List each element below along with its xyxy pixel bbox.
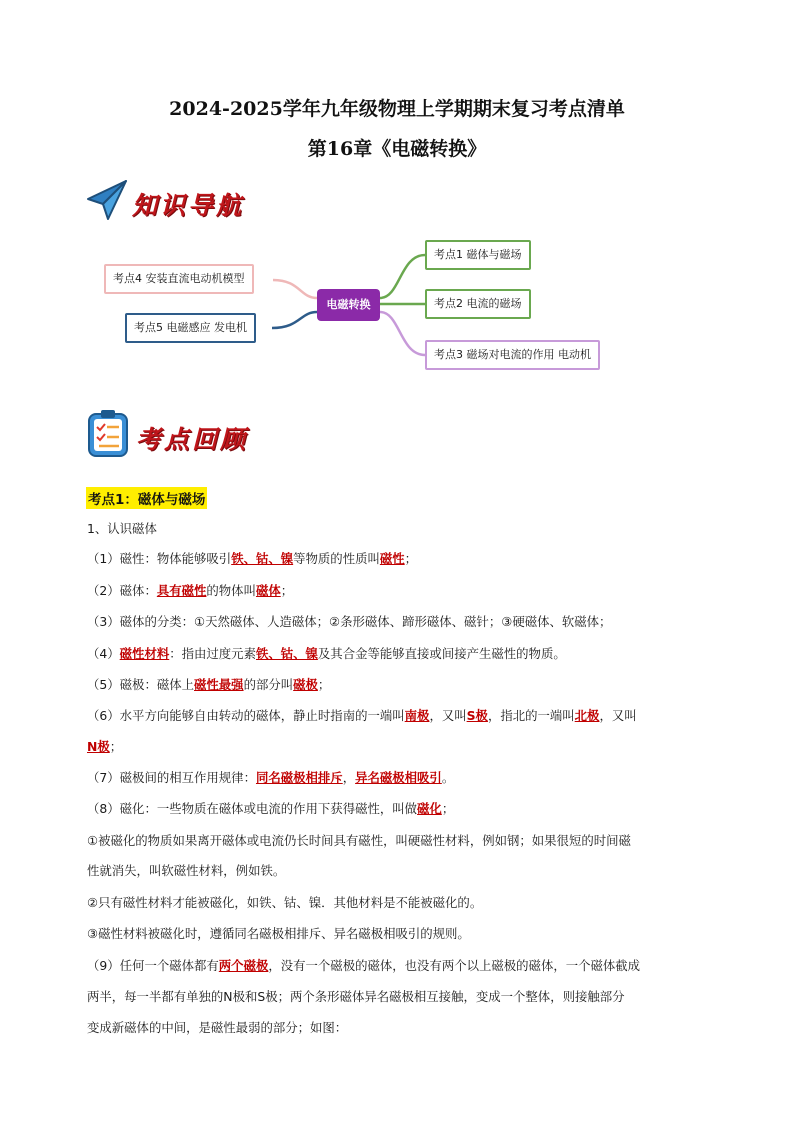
knowledge-navigation-heading: 知识导航 <box>132 191 245 220</box>
line-text: ； <box>441 801 455 816</box>
line-text: （5）磁极：磁体上 <box>87 677 195 692</box>
section-1-line <box>87 738 712 756</box>
line-text: （2）磁体： <box>87 583 157 598</box>
mindmap-node-3: 考点3 磁场对电流的作用 电动机 <box>425 340 600 370</box>
line-text: 变成新磁体的中间，是磁性最弱的部分；如图： <box>87 1020 348 1035</box>
line-text: ，指北的一端叫 <box>487 708 575 723</box>
answer-keyword: 磁性最强 <box>194 677 244 692</box>
answer-keyword: 磁性材料 <box>119 646 170 661</box>
line-text: 及其合金等能够直接或间接产生磁性的物质。 <box>317 646 566 661</box>
line-text: （8）磁化：一些物质在磁体或电流的作用下获得磁性，叫做 <box>87 801 418 816</box>
answer-keyword: 磁体 <box>255 583 281 598</box>
mindmap-node-1: 考点1 磁体与磁场 <box>425 240 531 270</box>
line-text: （4） <box>87 646 120 661</box>
answer-keyword: 具有磁性 <box>156 583 207 598</box>
line-text: （9）任何一个磁体都有 <box>87 958 219 973</box>
line-text: 1、认识磁体 <box>87 521 157 536</box>
answer-keyword: 南极 <box>404 708 430 723</box>
section-1-line <box>87 520 712 538</box>
answer-keyword: 两个磁极 <box>218 958 269 973</box>
line-text: 两半，每一半都有单独的N极和S极；两个条形磁体异名磁极相互接触，变成一个整体，则接触部分 <box>87 989 625 1004</box>
connector-1 <box>380 255 425 298</box>
mindmap-node-5: 考点5 电磁感应 发电机 <box>125 313 256 343</box>
line-text: ，没有一个磁极的磁体，也没有两个以上磁极的磁体，一个磁体截成 <box>268 958 641 973</box>
section-1-line <box>87 676 712 694</box>
line-text: （7）磁极间的相互作用规律： <box>87 770 256 785</box>
line-text: ； <box>404 551 418 566</box>
line-text: ：指由过度元素 <box>169 646 256 661</box>
line-text: 的物体叫 <box>206 583 256 598</box>
mindmap-center: 电磁转换 <box>317 289 380 321</box>
answer-keyword: 铁、钴、镍 <box>255 646 318 661</box>
section-1-line <box>87 645 712 663</box>
line-text: ； <box>317 677 331 692</box>
section-1-line <box>87 862 712 880</box>
line-text: 的部分叫 <box>243 677 294 692</box>
connector-3 <box>380 312 425 355</box>
line-text: ； <box>280 583 294 598</box>
section-1-line <box>87 613 712 631</box>
clipboard-checklist-icon <box>87 408 129 458</box>
section-1-line <box>87 988 712 1006</box>
section-1-line <box>87 925 712 943</box>
section-1-line <box>87 582 712 600</box>
section-1-line <box>87 550 712 568</box>
answer-keyword: 异名磁极相吸引 <box>355 770 442 785</box>
line-text: （3）磁体的分类：①天然磁体、人造磁体；②条形磁体、蹄形磁体、磁针；③硬磁体、软磁体； <box>87 614 612 629</box>
line-text: ， <box>342 770 356 785</box>
section-1-line <box>87 1019 712 1037</box>
line-text: ①被磁化的物质如果离开磁体或电流仍长时间具有磁性，叫硬磁性材料，例如钢；如果很短的时间磁 <box>87 833 631 848</box>
chapter-title: 第16章《电磁转换》 <box>307 138 487 160</box>
section-1-line <box>87 894 712 912</box>
section-1-line <box>87 957 712 975</box>
line-text: ②只有磁性材料才能被磁化，如铁、钴、镍．其他材料是不能被磁化的。 <box>87 895 483 910</box>
connector-5 <box>272 312 317 328</box>
section-1-line <box>87 832 712 850</box>
document-title: 2024-2025学年九年级物理上学期期末复习考点清单 <box>169 98 625 120</box>
mindmap-node-2: 考点2 电流的磁场 <box>425 289 531 319</box>
line-text: （1）磁性：物体能够吸引 <box>87 551 232 566</box>
answer-keyword: 磁化 <box>417 801 442 816</box>
answer-keyword: 同名磁极相排斥 <box>255 770 343 785</box>
line-text: ③磁性材料被磁化时，遵循同名磁极相排斥、异名磁极相吸引的规则。 <box>87 926 470 941</box>
review-heading: 考点回顾 <box>136 425 249 454</box>
section-1-line <box>87 707 712 725</box>
line-text: ，又叫 <box>599 708 637 723</box>
mindmap-connectors <box>0 0 794 400</box>
line-text: 。 <box>441 770 455 785</box>
section-1-label: 考点1：磁体与磁场 <box>86 487 207 509</box>
line-text: 性就消失，叫软磁性材料，例如铁。 <box>87 863 286 878</box>
answer-keyword: N极 <box>87 739 110 754</box>
line-text: （6）水平方向能够自由转动的磁体，静止时指南的一端叫 <box>87 708 405 723</box>
line-text: ； <box>109 739 123 754</box>
answer-keyword: 磁极 <box>293 677 318 692</box>
answer-keyword: S极 <box>466 708 488 723</box>
line-text: ，又叫 <box>429 708 467 723</box>
section-1-line <box>87 800 712 818</box>
mindmap-node-4: 考点4 安装直流电动机模型 <box>104 264 254 294</box>
answer-keyword: 铁、钴、镍 <box>231 551 294 566</box>
line-text: 等物质的性质叫 <box>293 551 380 566</box>
answer-keyword: 北极 <box>574 708 600 723</box>
connector-4 <box>273 280 317 298</box>
answer-keyword: 磁性 <box>379 551 405 566</box>
section-1-line <box>87 769 712 787</box>
